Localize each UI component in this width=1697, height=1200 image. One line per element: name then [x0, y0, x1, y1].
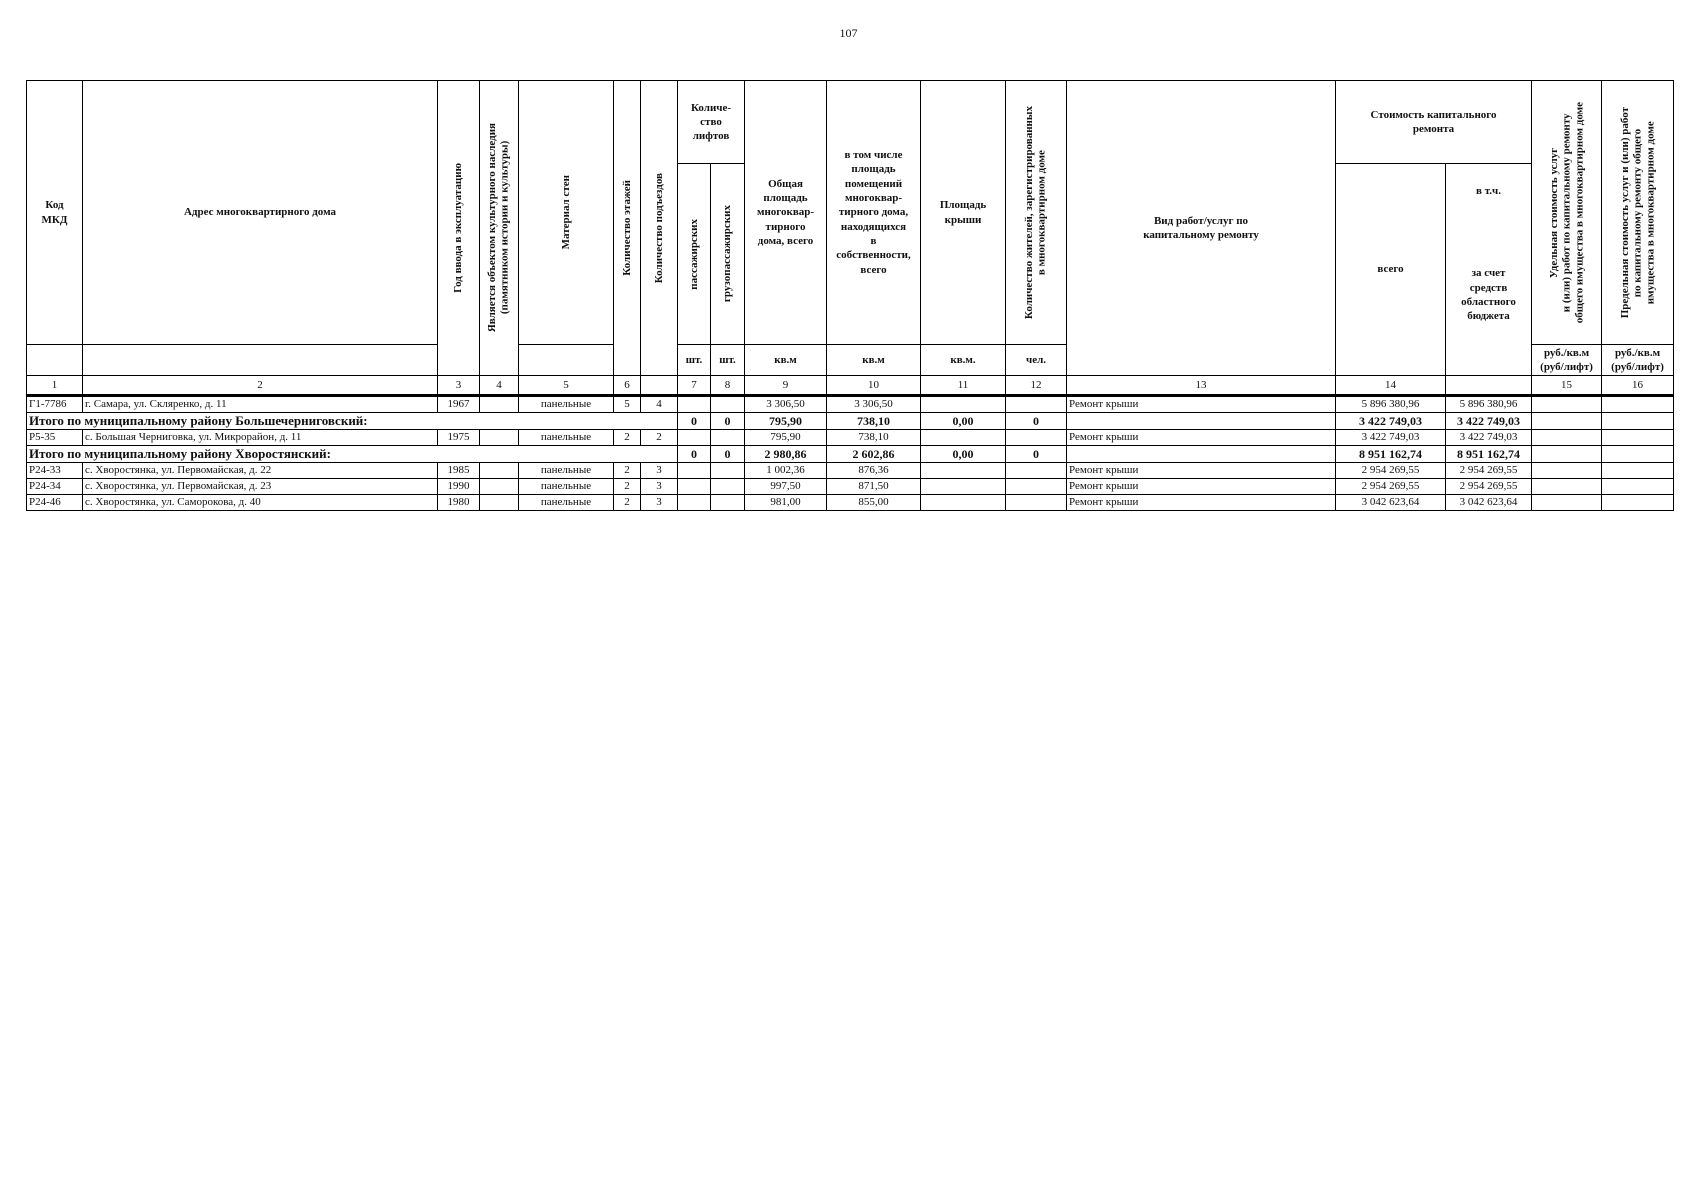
- total-cell-u: [1532, 446, 1602, 463]
- total-cell-u: [1532, 413, 1602, 430]
- cell-area: 795,90: [745, 430, 827, 446]
- header-lifts-cargo: [711, 164, 745, 345]
- unit-pcs-pass: шт.: [678, 345, 711, 376]
- column-number: [1446, 376, 1532, 396]
- table-row: [27, 479, 1674, 495]
- cell-heritage: [480, 495, 519, 511]
- cell-residents: [1006, 430, 1067, 446]
- header-year: [438, 81, 480, 376]
- column-number: 6: [614, 376, 641, 396]
- column-number: 8: [711, 376, 745, 396]
- page-number: 107: [839, 26, 858, 40]
- total-cell-pass: 0: [678, 446, 711, 463]
- column-number: 16: [1602, 376, 1674, 396]
- header-work-type: Вид работ/услуг по капитальному ремонту: [1067, 81, 1336, 376]
- cell-pass: [678, 430, 711, 446]
- column-number: 13: [1067, 376, 1336, 396]
- cell-area: 1 002,36: [745, 463, 827, 479]
- cell-year: 1990: [438, 479, 480, 495]
- cell-residents: [1006, 479, 1067, 495]
- units-code: [27, 345, 83, 376]
- cell-code: Р24-33: [27, 463, 83, 479]
- cell-pass: [678, 495, 711, 511]
- cell-roof: [921, 495, 1006, 511]
- cell-cost-reg: 3 422 749,03: [1446, 430, 1532, 446]
- cell-unit: [1532, 479, 1602, 495]
- total-cell-residents: 0: [1006, 446, 1067, 463]
- cell-wall: панельные: [519, 430, 614, 446]
- cell-code: Р24-46: [27, 495, 83, 511]
- total-cell-m: [1602, 446, 1674, 463]
- header-residents-text: Количество жителей, зарегистрированных в многоквартирном доме: [1023, 105, 1049, 320]
- cell-unit: [1532, 463, 1602, 479]
- cell-cargo: [711, 479, 745, 495]
- cell-cost: 2 954 269,55: [1336, 463, 1446, 479]
- cell-floors: 5: [614, 396, 641, 413]
- cell-max: [1602, 430, 1674, 446]
- cell-cost-reg: 3 042 623,64: [1446, 495, 1532, 511]
- header-roof-area: Площадь крыши: [921, 81, 1006, 345]
- cell-address: с. Хворостянка, ул. Саморокова, д. 40: [83, 495, 438, 511]
- cell-year: 1975: [438, 430, 480, 446]
- cell-area-incl: 3 306,50: [827, 396, 921, 413]
- total-cell-areaincl: 2 602,86: [827, 446, 921, 463]
- header-entrances-text: Количество подъездов: [652, 172, 665, 284]
- cell-pass: [678, 479, 711, 495]
- header-year-text: Год ввода в эксплуатацию: [452, 163, 465, 293]
- column-number: 5: [519, 376, 614, 396]
- cell-cargo: [711, 396, 745, 413]
- unit-sqm-total: кв.м: [745, 345, 827, 376]
- cell-cargo: [711, 430, 745, 446]
- total-cell-cost: 8 951 162,74: [1336, 446, 1446, 463]
- header-cost-incl-label: в т.ч.: [1476, 185, 1502, 197]
- unit-people: чел.: [1006, 345, 1067, 376]
- header-max-cost-text: Предельная стоимость услуг и (или) работ по капитальному ремонту общего имущества в многоквартирном доме: [1618, 106, 1656, 319]
- table-row: [27, 396, 1674, 413]
- cell-cost-reg: 2 954 269,55: [1446, 463, 1532, 479]
- cell-entrances: 4: [641, 396, 678, 413]
- column-number-row: [27, 376, 1674, 396]
- unit-rub-sqm-1: руб./кв.м (руб/лифт): [1532, 345, 1602, 376]
- table-body: [27, 376, 1674, 511]
- cell-address: с. Хворостянка, ул. Первомайская, д. 23: [83, 479, 438, 495]
- cell-wall: панельные: [519, 463, 614, 479]
- header-address: Адрес многоквартирного дома: [83, 81, 438, 345]
- units-wall: [519, 345, 614, 376]
- cell-roof: [921, 430, 1006, 446]
- header-lifts-pass: [678, 164, 711, 345]
- header-max-cost: [1602, 81, 1674, 345]
- cell-area-incl: 738,10: [827, 430, 921, 446]
- cell-roof: [921, 396, 1006, 413]
- header-wall: [519, 81, 614, 345]
- cell-floors: 2: [614, 463, 641, 479]
- cell-year: 1980: [438, 495, 480, 511]
- header-cost-incl: [1446, 164, 1532, 376]
- column-number: 15: [1532, 376, 1602, 396]
- header-code: Код МКД: [27, 81, 83, 345]
- header-cost-total: всего: [1336, 164, 1446, 376]
- cell-floors: 2: [614, 495, 641, 511]
- cell-unit: [1532, 430, 1602, 446]
- cell-area: 997,50: [745, 479, 827, 495]
- cell-pass: [678, 463, 711, 479]
- cell-entrances: 3: [641, 479, 678, 495]
- district-total-row: [27, 446, 1674, 463]
- cell-area: 3 306,50: [745, 396, 827, 413]
- unit-sqm-incl: кв.м: [827, 345, 921, 376]
- cell-work: Ремонт крыши: [1067, 495, 1336, 511]
- cell-floors: 2: [614, 430, 641, 446]
- cell-year: 1985: [438, 463, 480, 479]
- cell-heritage: [480, 430, 519, 446]
- table-row: [27, 430, 1674, 446]
- cell-code: Р5-35: [27, 430, 83, 446]
- total-cell-costreg: 3 422 749,03: [1446, 413, 1532, 430]
- cell-unit: [1532, 495, 1602, 511]
- cell-heritage: [480, 463, 519, 479]
- cell-work: Ремонт крыши: [1067, 463, 1336, 479]
- column-number: 14: [1336, 376, 1446, 396]
- cell-heritage: [480, 479, 519, 495]
- total-cell-work: [1067, 413, 1336, 430]
- cell-residents: [1006, 463, 1067, 479]
- column-number: 7: [678, 376, 711, 396]
- column-number: 10: [827, 376, 921, 396]
- cell-work: Ремонт крыши: [1067, 396, 1336, 413]
- cell-address: с. Большая Черниговка, ул. Микрорайон, д. 11: [83, 430, 438, 446]
- cell-residents: [1006, 396, 1067, 413]
- cell-cost: 3 422 749,03: [1336, 430, 1446, 446]
- column-number: 2: [83, 376, 438, 396]
- cell-cargo: [711, 495, 745, 511]
- total-cell-pass: 0: [678, 413, 711, 430]
- total-cell-cost: 3 422 749,03: [1336, 413, 1446, 430]
- header-cost: Стоимость капитального ремонта: [1336, 81, 1532, 164]
- column-number: 3: [438, 376, 480, 396]
- capital-repair-table: [26, 80, 1674, 511]
- total-cell-cargo: 0: [711, 413, 745, 430]
- cell-roof: [921, 479, 1006, 495]
- unit-pcs-cargo: шт.: [711, 345, 745, 376]
- cell-wall: панельные: [519, 479, 614, 495]
- header-area-incl: в том числе площадь помещений многоквар- тирного дома, находящихся в собственности, всего: [827, 81, 921, 345]
- column-number: 4: [480, 376, 519, 396]
- cell-area-incl: 871,50: [827, 479, 921, 495]
- total-cell-areaincl: 738,10: [827, 413, 921, 430]
- cell-code: Г1-7786: [27, 396, 83, 413]
- header-lifts: Количе- ство лифтов: [678, 81, 745, 164]
- units-address: [83, 345, 438, 376]
- header-wall-text: Материал стен: [559, 175, 572, 250]
- total-cell-area: 2 980,86: [745, 446, 827, 463]
- cell-max: [1602, 463, 1674, 479]
- cell-area-incl: 876,36: [827, 463, 921, 479]
- cell-max: [1602, 479, 1674, 495]
- cell-floors: 2: [614, 479, 641, 495]
- cell-heritage: [480, 396, 519, 413]
- unit-sqm-roof: кв.м.: [921, 345, 1006, 376]
- cell-cost: 5 896 380,96: [1336, 396, 1446, 413]
- cell-address: с. Хворостянка, ул. Первомайская, д. 22: [83, 463, 438, 479]
- header-lifts-pass-text: пассажирских: [687, 218, 700, 290]
- header-heritage: [480, 81, 519, 376]
- table-row: [27, 463, 1674, 479]
- table-row: [27, 495, 1674, 511]
- header-lifts-cargo-text: грузопассажирских: [721, 205, 734, 303]
- header-floors-text: Количество этажей: [620, 180, 633, 276]
- cell-cost-reg: 5 896 380,96: [1446, 396, 1532, 413]
- district-total-label: Итого по муниципальному району Хворостянский:: [27, 446, 678, 463]
- header-area-total: Общая площадь многоквар- тирного дома, всего: [745, 81, 827, 345]
- header-floors: [614, 81, 641, 376]
- total-cell-roof: 0,00: [921, 413, 1006, 430]
- column-number: 11: [921, 376, 1006, 396]
- cell-work: Ремонт крыши: [1067, 430, 1336, 446]
- unit-rub-sqm-2: руб./кв.м (руб/лифт): [1602, 345, 1674, 376]
- header-unit-cost-text: Удельная стоимость услуг и (или) работ по капитальному ремонту общего имущества в многоквартирном доме: [1547, 101, 1585, 324]
- cell-entrances: 3: [641, 463, 678, 479]
- cell-roof: [921, 463, 1006, 479]
- header-unit-cost: [1532, 81, 1602, 345]
- district-total-label: Итого по муниципальному району Большечерниговский:: [27, 413, 678, 430]
- cell-area-incl: 855,00: [827, 495, 921, 511]
- cell-entrances: 2: [641, 430, 678, 446]
- header-cost-regional: за счет средств областного бюджета: [1461, 267, 1516, 323]
- total-cell-costreg: 8 951 162,74: [1446, 446, 1532, 463]
- cell-max: [1602, 495, 1674, 511]
- cell-entrances: 3: [641, 495, 678, 511]
- header-heritage-text: Является объектом культурного наследия (памятником истории и культуры): [486, 123, 511, 333]
- cell-code: Р24-34: [27, 479, 83, 495]
- cell-cost: 2 954 269,55: [1336, 479, 1446, 495]
- column-number: 12: [1006, 376, 1067, 396]
- cell-cost: 3 042 623,64: [1336, 495, 1446, 511]
- total-cell-residents: 0: [1006, 413, 1067, 430]
- column-number: [641, 376, 678, 396]
- cell-address: г. Самара, ул. Скляренко, д. 11: [83, 396, 438, 413]
- cell-wall: панельные: [519, 495, 614, 511]
- cell-pass: [678, 396, 711, 413]
- column-number: 9: [745, 376, 827, 396]
- total-cell-work: [1067, 446, 1336, 463]
- header-residents: [1006, 81, 1067, 345]
- header-entrances: [641, 81, 678, 376]
- cell-cost-reg: 2 954 269,55: [1446, 479, 1532, 495]
- cell-cargo: [711, 463, 745, 479]
- district-total-row: [27, 413, 1674, 430]
- cell-max: [1602, 396, 1674, 413]
- cell-residents: [1006, 495, 1067, 511]
- total-cell-m: [1602, 413, 1674, 430]
- cell-work: Ремонт крыши: [1067, 479, 1336, 495]
- cell-area: 981,00: [745, 495, 827, 511]
- total-cell-roof: 0,00: [921, 446, 1006, 463]
- cell-year: 1967: [438, 396, 480, 413]
- cell-wall: панельные: [519, 396, 614, 413]
- total-cell-cargo: 0: [711, 446, 745, 463]
- column-number: 1: [27, 376, 83, 396]
- cell-unit: [1532, 396, 1602, 413]
- total-cell-area: 795,90: [745, 413, 827, 430]
